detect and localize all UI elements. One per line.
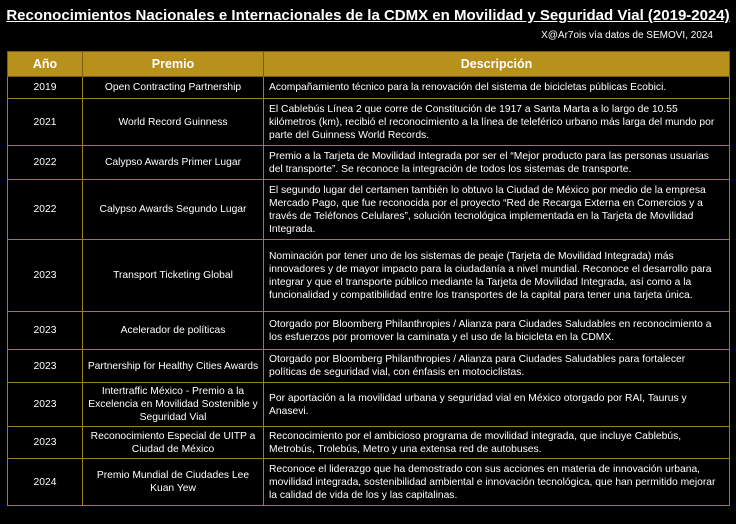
description-cell: Nominación por tener uno de los sistemas de peaje (Tarjeta de Movilidad Integrada) más innovadores y de mayor impacto para la ciudadanía a nivel mundial. Reconoce el desarrollo para integrar y que el transporte público mediante la Tarjeta de Movilidad Integrada, así como a la funcionalidad y compatibilidad entre los transportes de la capital para tener una tarjeta única. <box>264 240 730 312</box>
year-cell: 2023 <box>8 427 83 459</box>
description-cell: El segundo lugar del certamen también lo obtuvo la Ciudad de México por medio de la empresa Mercado Pago, que fue reconocida por el proyecto “Red de Recarga Externa en Comercios y a través de Teléfonos Celulares”, solución tecnológica implementada en la Tarjeta de Movilidad Integrada. <box>264 180 730 240</box>
description-cell: Otorgado por Bloomberg Philanthropies / Alianza para Ciudades Saludables en reconocimiento a los esfuerzos por promover la caminata y el uso de la bicicleta en la CDMX. <box>264 312 730 350</box>
year-cell: 2022 <box>8 146 83 180</box>
award-cell: Reconocimiento Especial de UITP a Ciudad de México <box>83 427 264 459</box>
award-cell: Calypso Awards Segundo Lugar <box>83 180 264 240</box>
description-cell: Acompañamiento técnico para la renovación del sistema de bicicletas públicas Ecobici. <box>264 77 730 99</box>
description-cell: Otorgado por Bloomberg Philanthropies / Alianza para Ciudades Saludables para fortalecer políticas de seguridad vial, con énfasis en motociclistas. <box>264 350 730 383</box>
award-cell: Acelerador de políticas <box>83 312 264 350</box>
column-header-description: Descripción <box>264 52 730 77</box>
award-cell: Transport Ticketing Global <box>83 240 264 312</box>
table-row <box>8 146 730 180</box>
award-cell: Premio Mundial de Ciudades Lee Kuan Yew <box>83 459 264 506</box>
table-row <box>8 459 730 506</box>
source-credit: X@Ar7ois vía datos de SEMOVI, 2024 <box>541 30 713 41</box>
table-row <box>8 312 730 350</box>
award-cell: Partnership for Healthy Cities Awards <box>83 350 264 383</box>
award-cell: Calypso Awards Primer Lugar <box>83 146 264 180</box>
description-cell: Por aportación a la movilidad urbana y seguridad vial en México otorgado por RAI, Taurus y Anasevi. <box>264 383 730 427</box>
table-row <box>8 77 730 99</box>
award-cell: Open Contracting Partnership <box>83 77 264 99</box>
year-cell: 2024 <box>8 459 83 506</box>
year-cell: 2023 <box>8 383 83 427</box>
description-cell: El Cablebús Línea 2 que corre de Constitución de 1917 a Santa Marta a lo largo de 10.55 kilómetros (km), recibió el reconocimiento a la línea de teleférico urbano más larga del mundo por parte del Guinness World Records. <box>264 99 730 146</box>
description-cell: Reconocimiento por el ambicioso programa de movilidad integrada, que incluye Cablebús, Metrobús, Trolebús, Metro y una extensa red de autobuses. <box>264 427 730 459</box>
award-cell: World Record Guinness <box>83 99 264 146</box>
table-row <box>8 240 730 312</box>
column-header-year: Año <box>8 52 83 77</box>
column-header-award: Premio <box>83 52 264 77</box>
year-cell: 2023 <box>8 312 83 350</box>
table-row <box>8 180 730 240</box>
description-cell: Premio a la Tarjeta de Movilidad Integrada por ser el “Mejor producto para las personas usuarias del transporte”. Se reconoce la integración de todos los sistemas de transporte. <box>264 146 730 180</box>
year-cell: 2023 <box>8 350 83 383</box>
year-cell: 2021 <box>8 99 83 146</box>
description-cell: Reconoce el liderazgo que ha demostrado con sus acciones en materia de innovación urbana, movilidad integrada, sostenibilidad ambiental e innovación tecnológica, que han permitido mejorar la calidad de vida de los y las capitalinas. <box>264 459 730 506</box>
table-row <box>8 383 730 427</box>
year-cell: 2023 <box>8 240 83 312</box>
page-title: Reconocimientos Nacionales e Internacionales de la CDMX en Movilidad y Seguridad Vial (2019-2024) <box>6 7 730 24</box>
table-row <box>8 350 730 383</box>
award-cell: Intertraffic México - Premio a la Excelencia en Movilidad Sostenible y Seguridad Vial <box>83 383 264 427</box>
table-row <box>8 427 730 459</box>
awards-table <box>7 51 730 506</box>
table-header-row <box>8 52 730 77</box>
year-cell: 2022 <box>8 180 83 240</box>
table-row <box>8 99 730 146</box>
year-cell: 2019 <box>8 77 83 99</box>
